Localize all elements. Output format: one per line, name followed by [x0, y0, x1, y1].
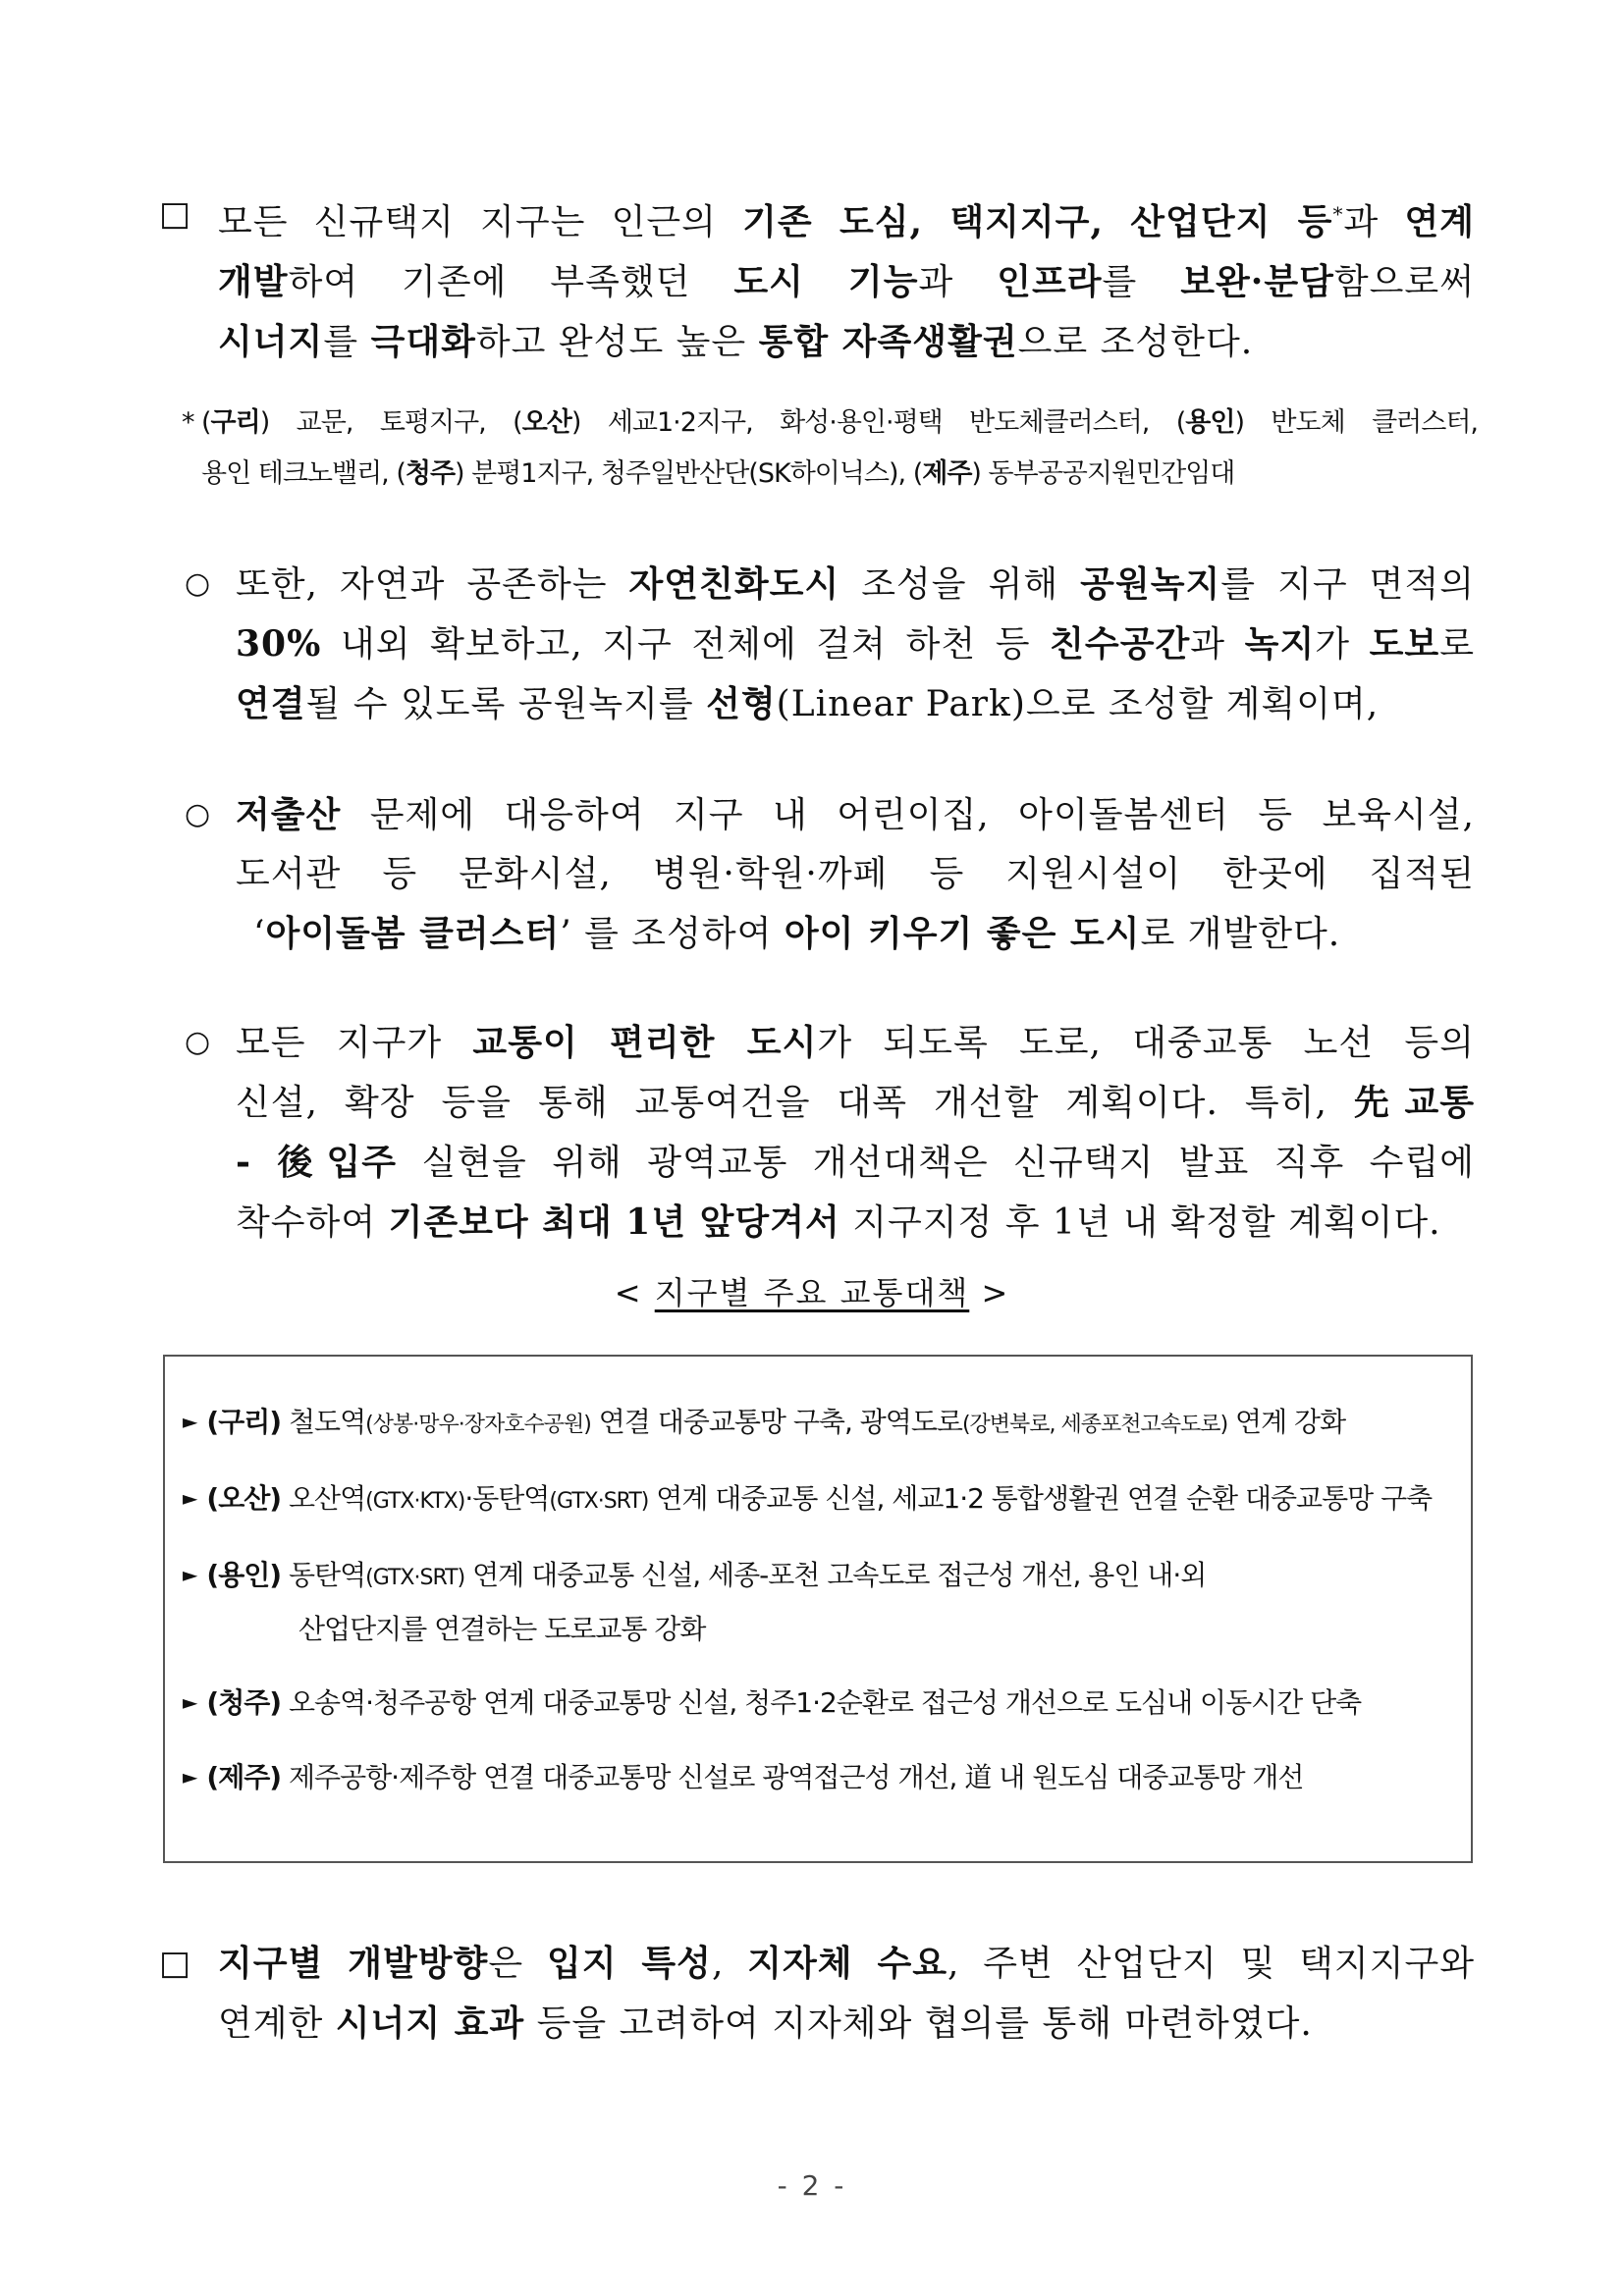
text-line: (구리) 교문, 토평지구, (오산) 세교1·2지구, 화성·용인·평택 반도체클러스터, (용인) 반도체 클러스터, — [201, 407, 1478, 438]
triangle-bullet-icon: ► — [183, 1765, 197, 1789]
footnote-examples — [182, 398, 1478, 500]
text-line: 도서관 등 문화시설, 병원·학원·까페 등 지원시설이 한곳에 집적된 — [236, 854, 1475, 894]
asterisk-marker: * — [182, 407, 194, 438]
transport-measures-box — [163, 1355, 1473, 1863]
text-line: 용인 테크노밸리, (청주) 분평1지구, 청주일반산단(SK하이닉스), (제주) 동부공공지원민간임대 — [201, 458, 1235, 489]
text-line: 착수하여 기존보다 최대 1년 앞당겨서 지구지정 후 1년 내 확정할 계획이다. — [236, 1201, 1441, 1243]
text-line: 신설, 확장 등을 통해 교통여건을 대폭 개선할 계획이다. 특히, 先교통 — [236, 1082, 1475, 1123]
text-line: 저출산 문제에 대응하여 지구 내 어린이집, 아이돌봄센터 등 보육시설, — [236, 794, 1475, 835]
text-line: 30% 내외 확보하고, 지구 전체에 걸쳐 하천 등 친수공간과 녹지가 도보로 — [236, 623, 1475, 665]
list-item-yongin: ► (용인) 동탄역(GTX·SRT) 연계 대중교통 신설, 세종-포천 고속도로 접근성 개선, 용인 내·외 산업단지를 연결하는 도로교통 강화 — [183, 1549, 1449, 1655]
paragraph-eco-city — [185, 555, 1475, 734]
footnote-mark: * — [1332, 202, 1344, 226]
list-item-jeju: ► (제주) 제주공항·제주항 연결 대중교통망 신설로 광역접근성 개선, 道 내 원도심 대중교통망 개선 — [183, 1761, 1304, 1793]
table-caption: < 지구별 주요 교통대책 > — [614, 1274, 1010, 1311]
page-number: - 2 - — [777, 2169, 847, 2202]
text-line: 또한, 자연과 공존하는 자연친화도시 조성을 위해 공원녹지를 지구 면적의 — [236, 563, 1475, 605]
box-bullet: □ — [159, 1944, 192, 1983]
text-line: 산업단지를 연결하는 도로교통 강화 — [298, 1613, 706, 1645]
circle-bullet: ○ — [185, 1025, 212, 1059]
triangle-bullet-icon: ► — [183, 1690, 197, 1714]
list-item-guri: ► (구리) 철도역(상봉·망우·장자호수공원) 연결 대중교통망 구축, 광역도로(강변북로, 세종포천고속도로) 연계 강화 — [183, 1406, 1346, 1438]
box-bullet: □ — [159, 194, 192, 234]
text-line: 지구별 개발방향은 입지 특성, 지자체 수요, 주변 산업단지 및 택지지구와 — [218, 1943, 1476, 1984]
paragraph-integrated-living — [159, 185, 1475, 372]
circle-bullet: ○ — [185, 566, 212, 601]
list-item-osan: ► (오산) 오산역(GTX·KTX)·동탄역(GTX·SRT) 연계 대중교통 신설, 세교1·2 통합생활권 연결 순환 대중교통망 구축 — [183, 1482, 1433, 1515]
triangle-bullet-icon: ► — [183, 1563, 197, 1586]
text-line: 개발하여 기존에 부족했던 도시 기능과 인프라를 보완·분담함으로써 — [218, 261, 1475, 302]
text-line: 시너지를 극대화하고 완성도 높은 통합 자족생활권으로 조성한다. — [218, 321, 1254, 362]
text-line: 모든 신규택지 지구는 인근의 기존 도심, 택지지구, 산업단지 등*과 연계 — [218, 201, 1475, 242]
triangle-bullet-icon: ► — [183, 1486, 197, 1510]
paragraph-transport — [185, 1013, 1475, 1253]
text-line: - 後입주 실현을 위해 광역교통 개선대책은 신규택지 발표 직후 수립에 — [236, 1142, 1475, 1183]
circle-bullet: ○ — [185, 797, 212, 831]
list-item-cheongju: ► (청주) 오송역·청주공항 연계 대중교통망 신설, 청주1·2순환로 접근성 개선으로 도심내 이동시간 단축 — [183, 1686, 1362, 1719]
paragraph-development-direction — [159, 1934, 1476, 2054]
triangle-bullet-icon: ► — [183, 1410, 197, 1433]
paragraph-childcare — [185, 785, 1475, 964]
text-line: 연결될 수 있도록 공원녹지를 선형(Linear Park)으로 조성할 계획이며, — [236, 683, 1380, 724]
text-line: 모든 지구가 교통이 편리한 도시가 되도록 도로, 대중교통 노선 등의 — [236, 1022, 1475, 1063]
text-line: ‘아이돌봄 클러스터’ 를 조성하여 아이 키우기 좋은 도시로 개발한다. — [253, 913, 1341, 954]
text-line: 연계한 시너지 효과 등을 고려하여 지자체와 협의를 통해 마련하였다. — [218, 2002, 1313, 2044]
